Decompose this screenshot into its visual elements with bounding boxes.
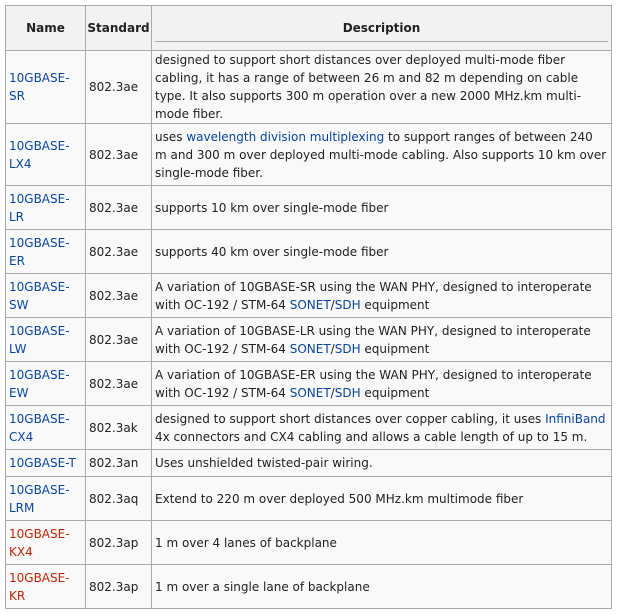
description-cell: 1 m over 4 lanes of backplane	[152, 521, 612, 565]
name-link-10gbase-kx4[interactable]: 10GBASE- KX4	[9, 526, 70, 559]
standard-cell: 802.3ak	[86, 406, 152, 450]
table-row	[6, 274, 612, 318]
ethernet-standards-table	[5, 5, 612, 609]
name-column-header[interactable]: Name	[6, 6, 86, 51]
name-link-10gbase-lrm[interactable]: 10GBASE- LRM	[9, 482, 70, 515]
description-cell: A variation of 10GBASE-ER using the WAN PHY, designed to interoperate with OC-192 / STM-64 SONET/SDH equipment	[152, 362, 612, 406]
table-row	[6, 186, 612, 230]
name-cell	[6, 406, 86, 450]
name-cell	[6, 274, 86, 318]
standard-cell: 802.3aq	[86, 477, 152, 521]
standard-cell: 802.3ae	[86, 186, 152, 230]
table-row	[6, 406, 612, 450]
table-row	[6, 477, 612, 521]
table-row	[6, 565, 612, 609]
name-link-10gbase-cx4[interactable]: 10GBASE- CX4	[9, 411, 70, 444]
name-link-10gbase-ew[interactable]: 10GBASE- EW	[9, 367, 70, 400]
sdh-link[interactable]: SDH	[334, 385, 361, 400]
description-cell: Uses unshielded twisted-pair wiring.	[152, 450, 612, 477]
name-link-10gbase-lx4[interactable]: 10GBASE- LX4	[9, 138, 70, 171]
description-column-header[interactable]: Description	[152, 6, 612, 51]
name-link-10gbase-sr[interactable]: 10GBASE- SR	[9, 71, 70, 103]
table-row	[6, 230, 612, 274]
name-link-10gbase-lr[interactable]: 10GBASE- LR	[9, 191, 70, 224]
description-cell: designed to support short distances over deployed multi-mode fiber cabling, it has a range of between 26 m and 82 m depending on cable type. It also supports 300 m operation over a new 2000 MHz.km multi-mode fiber.	[152, 51, 612, 124]
description-cell: A variation of 10GBASE-SR using the WAN PHY, designed to interoperate with OC-192 / STM-64 SONET/SDH equipment	[152, 274, 612, 318]
wavelength-division-multiplexing-link[interactable]: wavelength division multiplexing	[186, 129, 385, 144]
standard-cell: 802.3ae	[86, 230, 152, 274]
table-row	[6, 450, 612, 477]
table-row	[6, 362, 612, 406]
name-cell	[6, 362, 86, 406]
table-row	[6, 51, 612, 124]
name-cell	[6, 230, 86, 274]
description-cell: supports 40 km over single-mode fiber	[152, 230, 612, 274]
standard-cell: 802.3ae	[86, 274, 152, 318]
header-row	[6, 6, 612, 51]
infiniband-link[interactable]: InfiniBand	[545, 411, 606, 426]
name-cell	[6, 186, 86, 230]
name-link-10gbase-sw[interactable]: 10GBASE- SW	[9, 279, 70, 312]
standard-cell: 802.3ap	[86, 565, 152, 609]
header-divider	[155, 41, 608, 42]
name-link-10gbase-er[interactable]: 10GBASE- ER	[9, 235, 70, 268]
name-link-10gbase-lw[interactable]: 10GBASE- LW	[9, 323, 70, 356]
description-cell: Extend to 220 m over deployed 500 MHz.km multimode fiber	[152, 477, 612, 521]
description-cell: supports 10 km over single-mode fiber	[152, 186, 612, 230]
description-cell: 1 m over a single lane of backplane	[152, 565, 612, 609]
name-cell	[6, 565, 86, 609]
standard-cell: 802.3an	[86, 450, 152, 477]
standard-cell: 802.3ae	[86, 318, 152, 362]
table-row	[6, 521, 612, 565]
name-link-10gbase-kr[interactable]: 10GBASE- KR	[9, 570, 70, 603]
sdh-link[interactable]: SDH	[334, 297, 361, 312]
sonet-link[interactable]: SONET	[289, 341, 331, 356]
standard-cell: 802.3ae	[86, 124, 152, 186]
sdh-link[interactable]: SDH	[334, 341, 361, 356]
standard-column-header[interactable]: Standard	[86, 6, 152, 51]
table-row	[6, 318, 612, 362]
description-cell: uses wavelength division multiplexing to support ranges of between 240 m and 300 m over deployed multi-mode cabling. Also supports 10 km over single-mode fiber.	[152, 124, 612, 186]
name-cell	[6, 51, 86, 124]
standard-cell: 802.3ae	[86, 362, 152, 406]
standard-cell: 802.3ap	[86, 521, 152, 565]
description-cell: designed to support short distances over copper cabling, it uses InfiniBand 4x connectors and CX4 cabling and allows a cable length of up to 15 m.	[152, 406, 612, 450]
name-cell	[6, 450, 86, 477]
sonet-link[interactable]: SONET	[289, 385, 331, 400]
sonet-link[interactable]: SONET	[289, 297, 331, 312]
table-row	[6, 124, 612, 186]
name-cell	[6, 318, 86, 362]
name-cell	[6, 521, 86, 565]
standard-cell: 802.3ae	[86, 51, 152, 124]
name-link-10gbase-t[interactable]: 10GBASE-T	[9, 456, 76, 470]
name-cell	[6, 477, 86, 521]
name-cell	[6, 124, 86, 186]
description-cell: A variation of 10GBASE-LR using the WAN PHY, designed to interoperate with OC-192 / STM-64 SONET/SDH equipment	[152, 318, 612, 362]
